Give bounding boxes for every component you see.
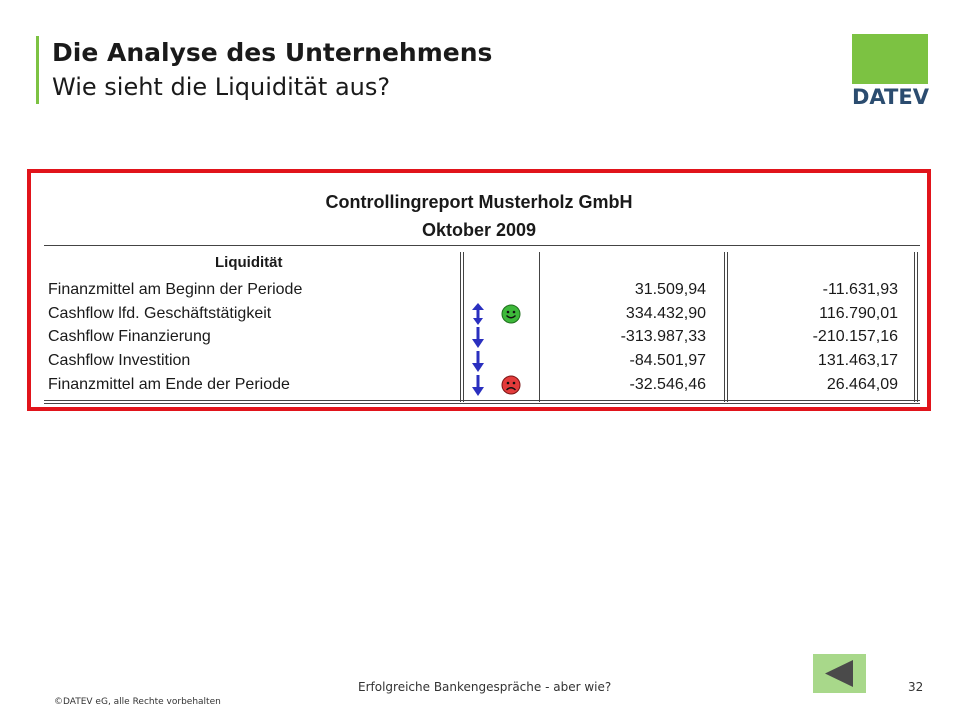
row-label: Cashflow Finanzierung — [48, 328, 211, 345]
row-value-current: 334.432,90 — [625, 305, 706, 322]
page-number: 32 — [908, 680, 924, 694]
smiley-sad-icon — [501, 375, 521, 395]
row-value-previous: 26.464,09 — [826, 376, 898, 393]
table-row — [31, 279, 927, 301]
row-value-current: -32.546,46 — [629, 376, 706, 393]
table-row — [31, 326, 927, 348]
row-value-previous: -210.157,16 — [812, 328, 898, 345]
controlling-report-panel — [27, 169, 931, 411]
logo-green-block — [852, 34, 928, 84]
table-row — [31, 303, 927, 325]
section-heading-liquiditaet: Liquidität — [215, 254, 283, 271]
title-accent-bar — [36, 36, 39, 104]
table-row — [31, 350, 927, 372]
datev-logo — [852, 34, 928, 108]
smiley-happy-icon — [501, 304, 521, 324]
row-label: Finanzmittel am Beginn der Periode — [48, 281, 303, 298]
logo-text: DATEV — [852, 85, 929, 109]
row-label: Cashflow lfd. Geschäftstätigkeit — [48, 305, 272, 322]
report-bottom-rule — [44, 400, 920, 401]
footer-title: Erfolgreiche Bankengespräche - aber wie? — [358, 680, 612, 694]
row-label: Finanzmittel am Ende der Periode — [48, 376, 290, 393]
row-label: Cashflow Investition — [48, 352, 191, 369]
row-value-previous: -11.631,93 — [822, 281, 898, 298]
up-down-arrow-icon — [471, 303, 485, 325]
down-arrow-icon — [471, 350, 485, 372]
report-title: Controllingreport Musterholz GmbH — [325, 192, 633, 212]
row-value-current: -84.501,97 — [629, 352, 706, 369]
row-value-current: 31.509,94 — [634, 281, 706, 298]
back-triangle-icon — [813, 654, 866, 693]
table-row — [31, 374, 927, 396]
row-value-current: -313.987,33 — [620, 328, 706, 345]
page-subtitle: Wie sieht die Liquidität aus? — [52, 73, 391, 101]
page-title: Die Analyse des Unternehmens — [52, 38, 493, 67]
report-header-rule — [44, 245, 920, 246]
row-value-previous: 131.463,17 — [817, 352, 898, 369]
report-bottom-rule — [44, 403, 920, 404]
back-button[interactable] — [813, 654, 866, 693]
footer-copyright: ©DATEV eG, alle Rechte vorbehalten — [54, 697, 221, 707]
down-arrow-icon — [471, 326, 485, 348]
row-value-previous: 116.790,01 — [819, 305, 898, 322]
report-subtitle: Oktober 2009 — [421, 220, 537, 240]
down-arrow-icon — [471, 374, 485, 396]
